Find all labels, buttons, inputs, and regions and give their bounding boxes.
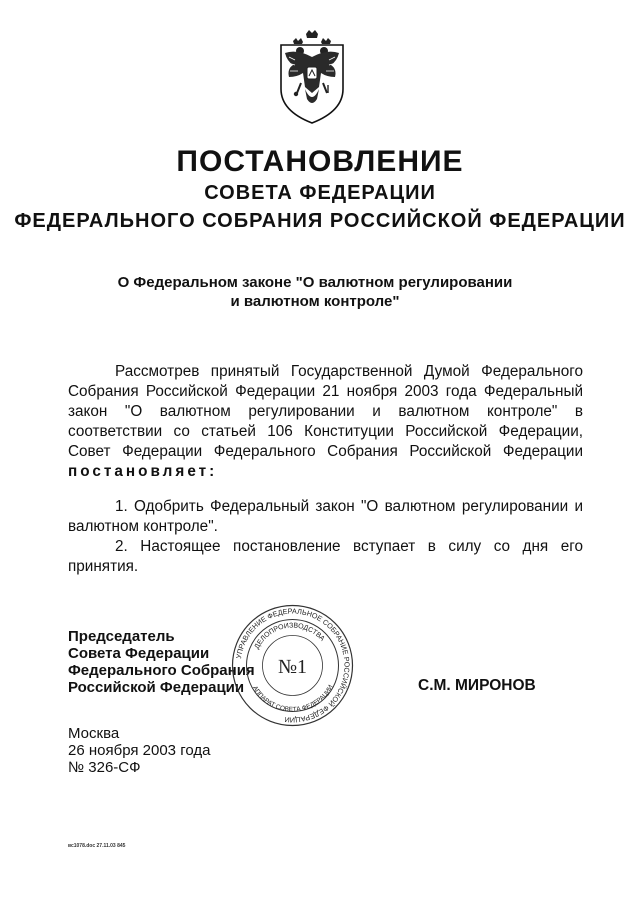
stamp-outer-text: УПРАВЛЕНИЕ ФЕДЕРАЛЬНОЕ СОБРАНИЕ РОССИЙСКОЙ ФЕДЕРАЦИИ: [233, 606, 352, 725]
issuer-line-1: СОВЕТА ФЕДЕРАЦИИ: [204, 182, 436, 204]
file-reference: вс1078.doc 27.11.03 845: [68, 843, 126, 849]
place-and-date: [68, 725, 210, 776]
signatory-title: [68, 628, 255, 696]
official-stamp: [230, 603, 355, 728]
document-type-heading: ПОСТАНОВЛЕНИЕ: [176, 145, 464, 178]
signatory-title-line-4: Российской Федерации: [68, 679, 245, 696]
stamp-number: №1: [277, 656, 308, 678]
preamble-text: Рассмотрев принятый Государственной Думой Федерального Собрания Российской Федерации 21 ноября 2003 года Федеральный закон "О валютном регулировании и валютном контроле" в соответствии со статьей 106 Конституции Российской Федерации, Совет Федерации Федерального Собрания Российской Федерации: [68, 363, 583, 460]
signatory-title-line-2: Совета Федерации: [68, 645, 210, 662]
issue-date: 26 ноября 2003 года: [68, 742, 211, 759]
signatory-title-line-1: Председатель: [68, 628, 175, 645]
signatory-name: С.М. МИРОНОВ: [418, 677, 536, 694]
stamp-bottom-text: АППАРАТ СОВЕТА ФЕДЕРАЦИИ: [251, 683, 335, 714]
preamble-paragraph: [68, 362, 583, 482]
resolution-item-1: 1. Одобрить Федеральный закон "О валютном регулировании и валютном контроле".: [68, 498, 583, 535]
city: Москва: [68, 725, 120, 742]
document-subject: [100, 273, 530, 311]
signatory-title-line-3: Федерального Собрания: [68, 662, 255, 679]
coat-of-arms-icon: [273, 27, 351, 127]
subject-line-2: и валютном контроле": [230, 293, 400, 310]
stamp-inner-text: ДЕЛОПРОИЗВОДСТВА: [253, 622, 326, 651]
subject-line-1: О Федеральном законе "О валютном регулировании: [117, 274, 513, 291]
resolves-word: постановляет:: [68, 463, 218, 480]
document-number: № 326-СФ: [68, 759, 141, 776]
issuer-line-2: ФЕДЕРАЛЬНОГО СОБРАНИЯ РОССИЙСКОЙ ФЕДЕРАЦИИ: [14, 210, 626, 232]
resolution-item-2: 2. Настоящее постановление вступает в силу со дня его принятия.: [68, 538, 583, 575]
